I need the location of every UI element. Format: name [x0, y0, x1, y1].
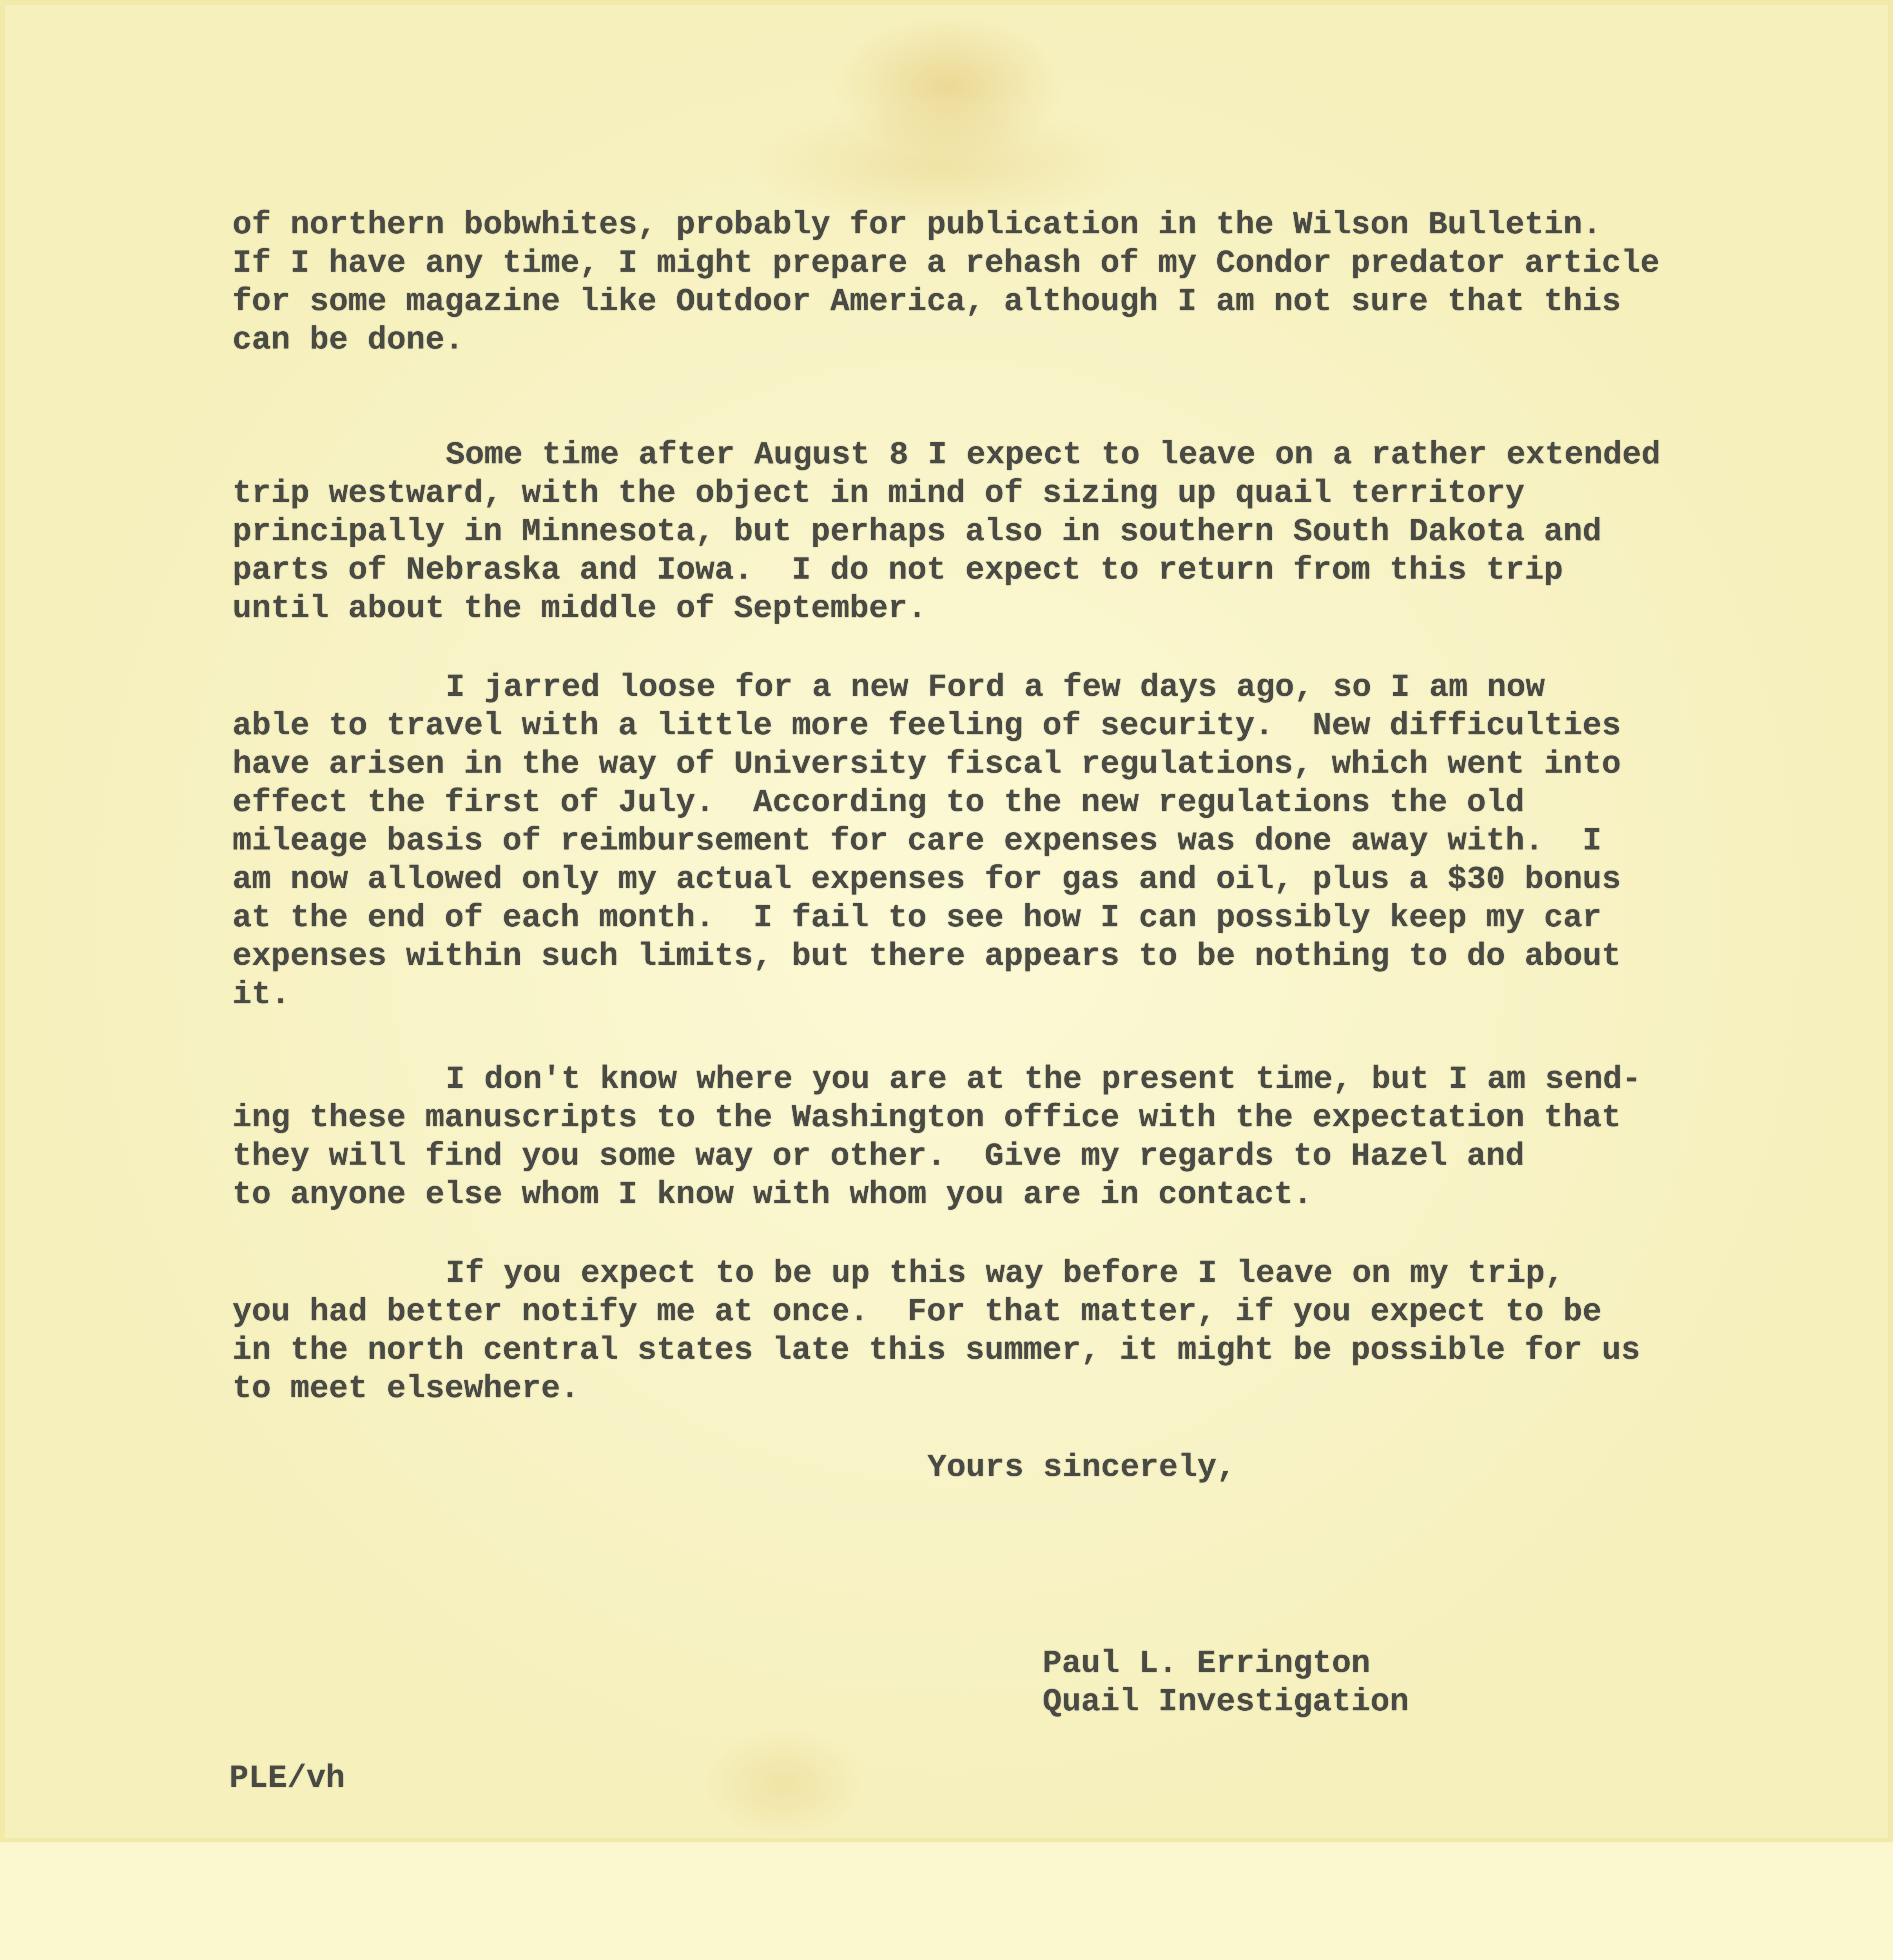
text-line: If I have any time, I might prepare a rehash of my Condor predator article: [232, 245, 1660, 281]
text-line: I don't know where you are at the present time, but I am send-: [446, 1061, 1641, 1098]
paragraph-2: [232, 436, 1761, 628]
text-line: they will find you some way or other. Give my regards to Hazel and: [232, 1138, 1525, 1174]
text-line: can be done.: [232, 322, 464, 358]
text-line: at the end of each month. I fail to see how I can possibly keep my car: [232, 900, 1602, 936]
text-line: If you expect to be up this way before I leave on my trip,: [446, 1255, 1565, 1292]
text-line: you had better notify me at once. For that matter, if you expect to be: [232, 1294, 1602, 1330]
reference-initials: [229, 1759, 1758, 1798]
initials-text: PLE/vh: [229, 1760, 345, 1797]
signer-name: Paul L. Errington: [1043, 1645, 1371, 1682]
text-line: Some time after August 8 I expect to leave on a rather extended: [446, 437, 1661, 473]
text-line: to meet elsewhere.: [232, 1370, 580, 1407]
text-line: am now allowed only my actual expenses for gas and oil, plus a $30 bonus: [232, 861, 1621, 898]
text-line: until about the middle of September.: [232, 590, 927, 627]
text-line: it.: [232, 976, 290, 1013]
text-line: have arisen in the way of University fiscal regulations, which went into: [232, 746, 1621, 782]
text-line: parts of Nebraska and Iowa. I do not expect to return from this trip: [232, 552, 1563, 588]
text-line: to anyone else whom I know with whom you are in contact.: [232, 1176, 1313, 1213]
paragraph-3: [232, 668, 1761, 1014]
text-line: effect the first of July. According to the new regulations the old: [232, 784, 1525, 821]
paragraph-4: [232, 1060, 1761, 1214]
signer-title: Quail Investigation: [1043, 1684, 1409, 1720]
text-line: expenses within such limits, but there appears to be nothing to do about: [232, 938, 1621, 975]
closing-text: Yours sincerely,: [927, 1449, 1236, 1486]
paragraph-1: [232, 206, 1761, 359]
paragraph-5: [232, 1254, 1761, 1408]
text-line: in the north central states late this summer, it might be possible for us: [232, 1332, 1641, 1368]
closing: [927, 1448, 1893, 1487]
text-line: trip westward, with the object in mind of sizing up quail territory: [232, 475, 1525, 512]
text-line: of northern bobwhites, probably for publication in the Wilson Bulletin.: [232, 207, 1602, 243]
text-line: I jarred loose for a new Ford a few days ago, so I am now: [446, 669, 1545, 706]
text-line: mileage basis of reimbursement for care expenses was done away with. I: [232, 823, 1602, 859]
text-line: for some magazine like Outdoor America, although I am not sure that this: [232, 283, 1621, 320]
signature-block: [1043, 1644, 1893, 1721]
text-line: able to travel with a little more feeling of security. New difficulties: [232, 708, 1621, 744]
text-line: principally in Minnesota, but perhaps also in southern South Dakota and: [232, 514, 1602, 550]
text-line: ing these manuscripts to the Washington office with the expectation that: [232, 1100, 1621, 1136]
